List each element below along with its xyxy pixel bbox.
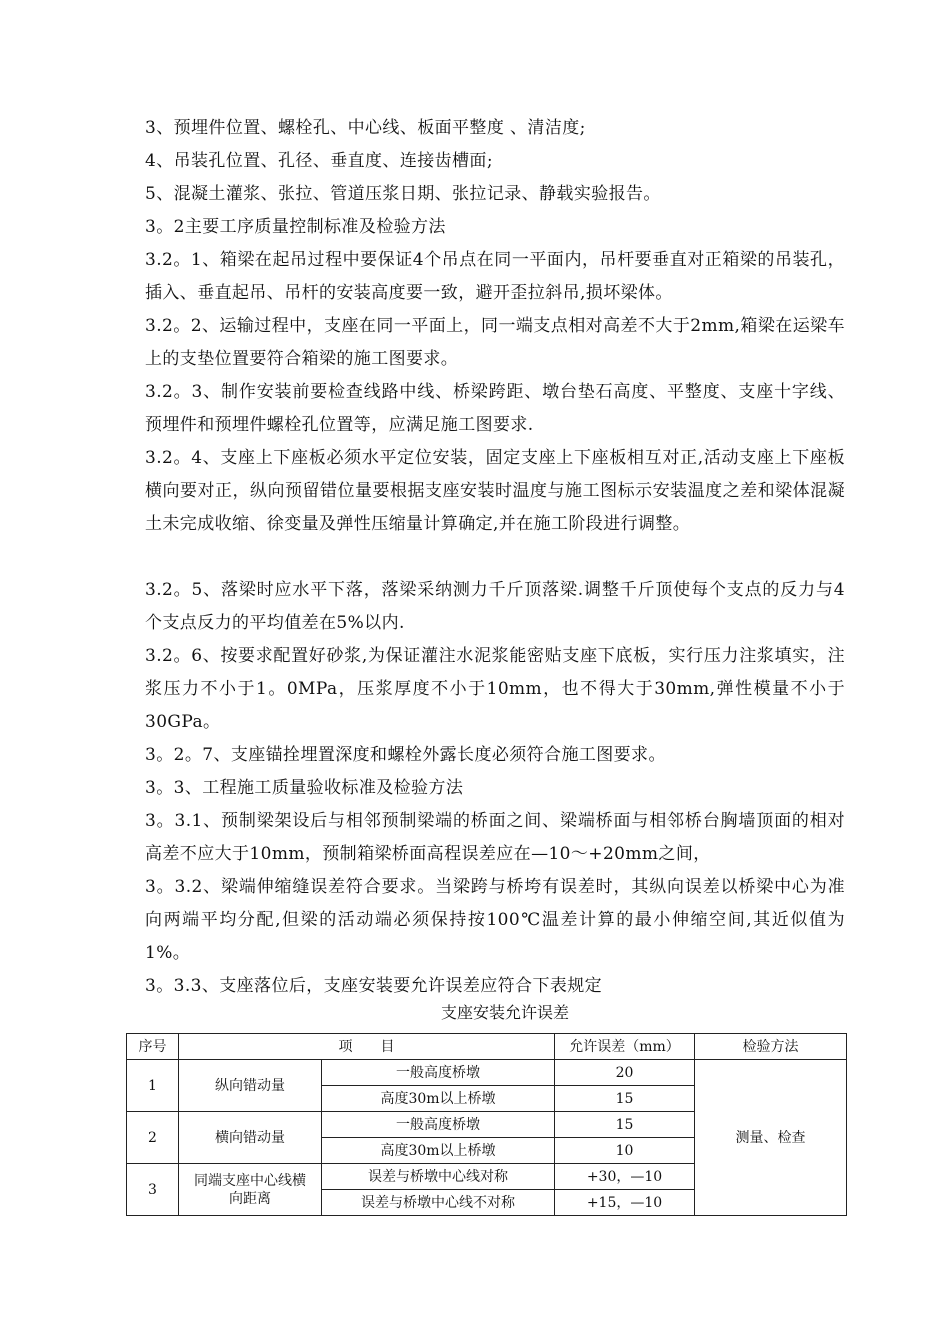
header-item: 项 目 xyxy=(179,1034,555,1060)
paragraph-3-2-2: 3.2。2、运输过程中，支座在同一平面上，同一端支点相对高差不大于2mm,箱梁在运梁车上的支垫位置要符合箱梁的施工图要求。 xyxy=(145,316,845,369)
paragraph-3-embedded-parts: 3、预埋件位置、螺栓孔、中心线、板面平整度 、清洁度; xyxy=(145,118,586,138)
section-heading-3-2: 3。2主要工序质量控制标准及检验方法 xyxy=(145,217,446,237)
row-index: 1 xyxy=(127,1060,179,1112)
paragraph-5-grouting: 5、混凝土灌浆、张拉、管道压浆日期、张拉记录、静载实验报告。 xyxy=(145,184,661,204)
tolerance-table xyxy=(126,1033,847,1216)
paragraph-3-2-6: 3.2。6、按要求配置好砂浆,为保证灌注水泥浆能密贴支座下底板，实行压力注浆填实，注浆压力不小于1。0MPa，压浆厚度不小于10mm，也不得大于30mm,弹性模量不小于30GPa。 xyxy=(145,646,845,732)
row-tolerance: +15，—10 xyxy=(555,1190,695,1216)
row-index: 2 xyxy=(127,1112,179,1164)
paragraph-3-2-4: 3.2。4、支座上下座板必须水平定位安装，固定支座上下座板相互对正,活动支座上下座板横向要对正，纵向预留错位量要根据支座安装时温度与施工图标示安装温度之差和梁体混凝土未完成收缩、徐变量及弹性压缩量计算确定,并在施工阶段进行调整。 xyxy=(145,448,845,534)
row-item-name: 纵向错动量 xyxy=(179,1060,322,1112)
table-header-row xyxy=(127,1034,847,1060)
row-tolerance: 15 xyxy=(555,1112,695,1138)
row-sub-item: 一般高度桥墩 xyxy=(322,1060,555,1086)
paragraph-3-3-2: 3。3.2、梁端伸缩缝误差符合要求。当梁跨与桥垮有误差时，其纵向误差以桥梁中心为准向两端平均分配,但梁的活动端必须保持按100℃温差计算的最小伸缩空间,其近似值为1%。 xyxy=(145,877,845,963)
header-index: 序号 xyxy=(127,1034,179,1060)
paragraph-3-2-5: 3.2。5、落梁时应水平下落，落梁采纳测力千斤顶落梁.调整千斤顶使每个支点的反力与4个支点反力的平均值差在5%以内. xyxy=(145,580,845,633)
row-tolerance: +30，—10 xyxy=(555,1164,695,1190)
row-tolerance: 20 xyxy=(555,1060,695,1086)
inspection-method: 测量、检查 xyxy=(695,1060,847,1216)
row-item-name: 同端支座中心线横向距离 xyxy=(179,1164,322,1216)
table-row xyxy=(127,1060,847,1086)
header-method: 检验方法 xyxy=(695,1034,847,1060)
row-sub-item: 误差与桥墩中心线不对称 xyxy=(322,1190,555,1216)
table-caption: 支座安装允许误差 xyxy=(440,1003,569,1022)
section-heading-3-3: 3。3、工程施工质量验收标准及检验方法 xyxy=(145,778,464,798)
row-sub-item: 一般高度桥墩 xyxy=(322,1112,555,1138)
paragraph-4-lifting-holes: 4、吊装孔位置、孔径、垂直度、连接齿槽面; xyxy=(145,151,493,171)
row-sub-item: 高度30m以上桥墩 xyxy=(322,1138,555,1164)
paragraph-3-3-3: 3。3.3、支座落位后，支座安装要允许误差应符合下表规定 xyxy=(145,976,603,996)
row-item-name: 横向错动量 xyxy=(179,1112,322,1164)
paragraph-3-2-3: 3.2。3、制作安装前要检查线路中线、桥梁跨距、墩台垫石高度、平整度、支座十字线、预埋件和预埋件螺栓孔位置等，应满足施工图要求. xyxy=(145,382,845,435)
paragraph-3-3-1: 3。3.1、预制梁架设后与相邻预制梁端的桥面之间、梁端桥面与相邻桥台胸墙顶面的相对高差不应大于10mm，预制箱梁桥面高程误差应在—10～+20mm之间， xyxy=(145,811,845,864)
row-sub-item: 高度30m以上桥墩 xyxy=(322,1086,555,1112)
header-tolerance: 允许误差（mm） xyxy=(555,1034,695,1060)
row-tolerance: 15 xyxy=(555,1086,695,1112)
paragraph-3-2-7: 3。2。7、支座锚拴埋置深度和螺栓外露长度必须符合施工图要求。 xyxy=(145,745,666,765)
paragraph-3-2-1: 3.2。1、箱梁在起吊过程中要保证4个吊点在同一平面内，吊杆要垂直对正箱梁的吊装孔，插入、垂直起吊、吊杆的安装高度要一致，避开歪拉斜吊,损坏梁体。 xyxy=(145,250,845,303)
row-sub-item: 误差与桥墩中心线对称 xyxy=(322,1164,555,1190)
row-tolerance: 10 xyxy=(555,1138,695,1164)
row-index: 3 xyxy=(127,1164,179,1216)
